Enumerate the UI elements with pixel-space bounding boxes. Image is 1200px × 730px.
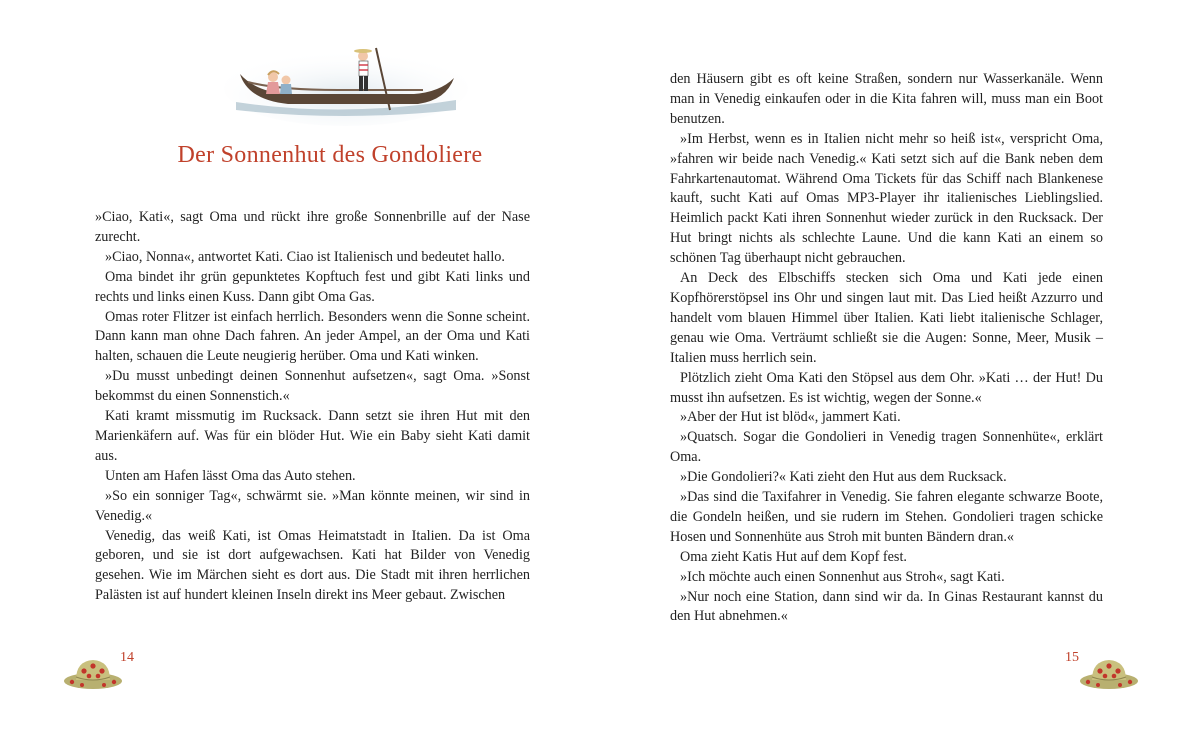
paragraph: Omas roter Flitzer ist einfach herrlich. Besonders wenn die Sonne scheint. Dann kann man ohne Dach fahren. An jeder Ampel, an der Oma und Kati halten, schauen die Leute neugierig herüber. Oma und Kati winken. [95, 308, 530, 365]
paragraph: »Ich möchte auch einen Sonnenhut aus Stroh«, sagt Kati. [680, 568, 1005, 585]
sun-hat-icon [62, 653, 124, 691]
paragraph: »Du musst unbedingt deinen Sonnenhut aufsetzen«, sagt Oma. »Sonst bekommst du einen Sonnenstich.« [95, 368, 530, 405]
paragraph: »Das sind die Taxifahrer in Venedig. Sie fahren elegante schwarze Boote, die Gondeln heißen, und sie rudern im Stehen. Gondolieri tragen schicke Hosen und Sonnenhüte aus Stroh mit bunten Bändern dran.« [670, 489, 1103, 545]
paragraph: den Häusern gibt es oft keine Straßen, sondern nur Wasserkanäle. Wenn man in Venedig einkaufen oder in die Kita fahren will, muss man ein Boot benutzen. [670, 71, 1103, 127]
right-page-text [670, 70, 1103, 627]
left-page-text [95, 208, 530, 606]
paragraph: »Im Herbst, wenn es in Italien nicht mehr so heiß ist«, verspricht Oma, »fahren wir beide nach Venedig.« Kati setzt sich auf die Bank neben dem Fahrkartenautomat. Während Oma Tickets für das Schiff nach Blankenese kauft, sucht Kati auf Omas MP3-Player ihr italienisches Lieblingslied. Heimlich packt Kati ihren Sonnenhut wieder zurück in den Rucksack. Der Hut bringt nichts als schlechte Laune. Und die kann Kati an einem so schönen Tag überhaupt nicht gebrauchen. [670, 130, 1103, 267]
paragraph: Unten am Hafen lässt Oma das Auto stehen. [105, 467, 356, 484]
paragraph: »Nur noch eine Station, dann sind wir da. In Ginas Restaurant kannst du den Hut abnehmen.« [670, 588, 1103, 625]
paragraph: »Aber der Hut ist blöd«, jammert Kati. [680, 409, 901, 426]
paragraph: Plötzlich zieht Oma Kati den Stöpsel aus dem Ohr. »Kati … der Hut! Du musst ihn aufsetzen. Es ist wichtig, wegen der Sonne.« [670, 369, 1103, 406]
paragraph: »Quatsch. Sogar die Gondolieri in Venedig tragen Sonnenhüte«, erklärt Oma. [670, 429, 1103, 466]
sun-hat-icon [1078, 653, 1140, 691]
paragraph: »Die Gondolieri?« Kati zieht den Hut aus dem Rucksack. [680, 469, 1007, 486]
paragraph: Venedig, das weiß Kati, ist Omas Heimatstadt in Italien. Da ist Oma geboren, und sie ist dort aufgewachsen. Kati hat Bilder von Venedig gesehen. Wie im Märchen sieht es dort aus. Die Stadt mit ihren herrlichen Palästen ist auf hundert kleinen Inseln direkt ins Meer gebaut. Zwischen [95, 527, 530, 604]
paragraph: Kati kramt missmutig im Rucksack. Dann setzt sie ihren Hut mit den Marienkäfern auf. Was für ein blöder Hut. Wie ein Baby sieht Kati damit aus. [95, 408, 530, 464]
paragraph: »Ciao, Kati«, sagt Oma und rückt ihre große Sonnenbrille auf der Nase zurecht. [95, 209, 530, 245]
chapter-title: Der Sonnenhut des Gondoliere [177, 142, 483, 168]
paragraph: Oma zieht Katis Hut auf dem Kopf fest. [680, 548, 907, 565]
page-number: 15 [1065, 650, 1079, 665]
paragraph: Oma bindet ihr grün gepunktetes Kopftuch fest und gibt Kati links und rechts und links einen Kuss. Dann gibt Oma Gas. [95, 268, 530, 305]
paragraph: »So ein sonniger Tag«, schwärmt sie. »Man könnte meinen, wir sind in Venedig.« [95, 487, 530, 524]
gondola-illustration [218, 18, 468, 128]
paragraph: »Ciao, Nonna«, antwortet Kati. Ciao ist Italienisch und bedeutet hallo. [105, 248, 505, 265]
page-number: 14 [120, 650, 134, 665]
right-page [600, 0, 1200, 730]
paragraph: An Deck des Elbschiffs stecken sich Oma und Kati jede einen Kopfhörerstöpsel ins Ohr und singen laut mit. Das Lied heißt Azzurro und handelt vom blauen Himmel über Italien. Kati liebt italienische Schlager, genau wie Oma. Verträumt schließt sie die Augen: Sonne, Meer, Musik – Italien muss herrlich sein. [670, 270, 1103, 366]
